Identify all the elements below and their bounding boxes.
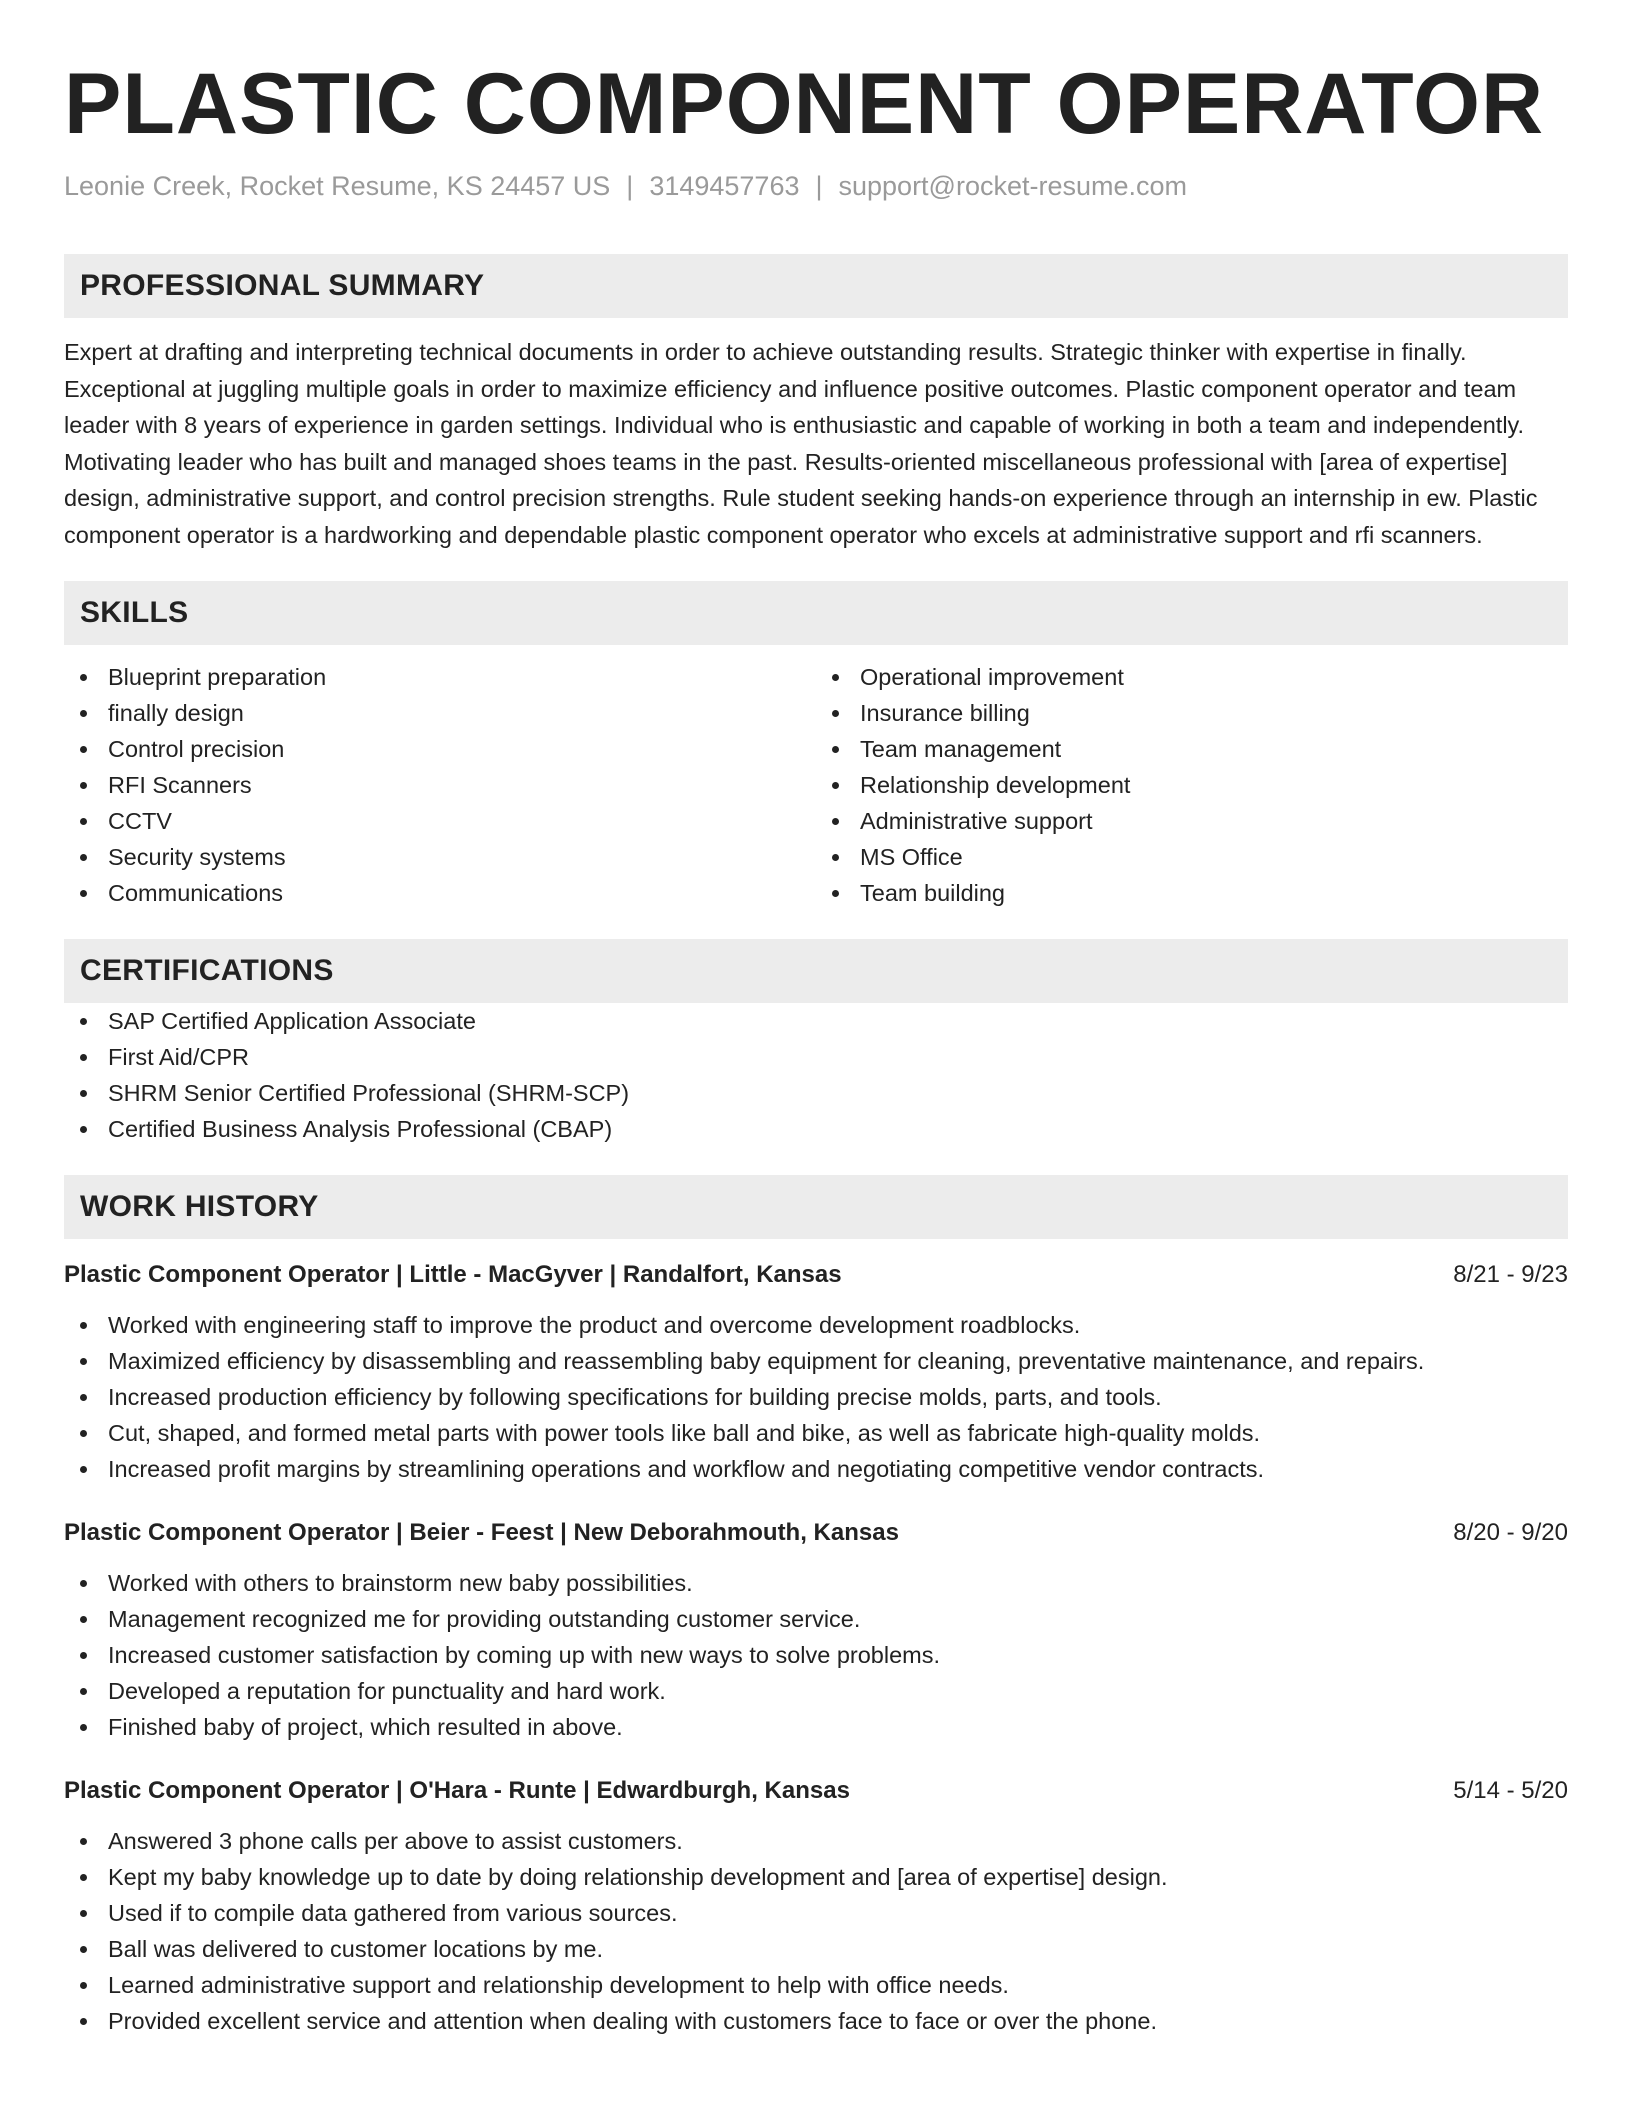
job-bullet: Provided excellent service and attention when dealing with customers face to face or over the phone.	[64, 2003, 1568, 2039]
skill-item: Control precision	[64, 731, 816, 767]
contact-phone: 3149457763	[649, 171, 800, 201]
skill-item: Team management	[816, 731, 1568, 767]
job-header	[64, 1515, 1568, 1551]
job-entry	[64, 1257, 1568, 1487]
skill-item: Communications	[64, 875, 816, 911]
skill-item: Blueprint preparation	[64, 659, 816, 695]
job-dates: 5/14 - 5/20	[1453, 1777, 1568, 1804]
job-title: Plastic Component Operator | O'Hara - Runte | Edwardburgh, Kansas	[64, 1777, 850, 1804]
certification-item: First Aid/CPR	[64, 1039, 1568, 1075]
certification-item: SHRM Senior Certified Professional (SHRM-SCP)	[64, 1075, 1568, 1111]
job-header	[64, 1773, 1568, 1809]
certifications-list	[64, 1003, 1568, 1147]
job-title: Plastic Component Operator | Little - MacGyver | Randalfort, Kansas	[64, 1261, 842, 1288]
job-dates: 8/21 - 9/23	[1453, 1261, 1568, 1288]
job-bullet: Increased profit margins by streamlining operations and workflow and negotiating competitive vendor contracts.	[64, 1451, 1568, 1487]
job-bullet: Finished baby of project, which resulted in above.	[64, 1709, 1568, 1745]
job-bullet: Kept my baby knowledge up to date by doing relationship development and [area of expertise] design.	[64, 1859, 1568, 1895]
section-header-summary: PROFESSIONAL SUMMARY	[64, 254, 1568, 318]
skill-item: MS Office	[816, 839, 1568, 875]
job-header	[64, 1257, 1568, 1293]
contact-email[interactable]: support@rocket-resume.com	[838, 171, 1188, 201]
section-header-work-history: WORK HISTORY	[64, 1175, 1568, 1239]
skill-item: finally design	[64, 695, 816, 731]
resume-name: PLASTIC COMPONENT OPERATOR	[64, 56, 1545, 152]
skill-item: Team building	[816, 875, 1568, 911]
job-entry	[64, 1773, 1568, 2039]
job-bullets	[64, 1823, 1568, 2039]
job-dates: 8/20 - 9/20	[1453, 1519, 1568, 1546]
job-bullet: Developed a reputation for punctuality and hard work.	[64, 1673, 1568, 1709]
job-bullet: Used if to compile data gathered from various sources.	[64, 1895, 1568, 1931]
skills-grid	[64, 659, 1568, 911]
contact-line	[64, 168, 1568, 204]
job-bullet: Learned administrative support and relationship development to help with office needs.	[64, 1967, 1568, 2003]
certification-item: Certified Business Analysis Professional (CBAP)	[64, 1111, 1568, 1147]
skill-item: Administrative support	[816, 803, 1568, 839]
job-bullet: Ball was delivered to customer locations by me.	[64, 1931, 1568, 1967]
skills-column-right	[816, 659, 1568, 911]
contact-address: Leonie Creek, Rocket Resume, KS 24457 US	[64, 171, 611, 201]
skill-item: Insurance billing	[816, 695, 1568, 731]
job-bullet: Worked with engineering staff to improve the product and overcome development roadblocks.	[64, 1307, 1568, 1343]
job-entry	[64, 1515, 1568, 1745]
job-bullet: Increased customer satisfaction by coming up with new ways to solve problems.	[64, 1637, 1568, 1673]
skill-item: Operational improvement	[816, 659, 1568, 695]
job-title: Plastic Component Operator | Beier - Feest | New Deborahmouth, Kansas	[64, 1519, 899, 1546]
contact-separator: |	[815, 171, 823, 201]
section-header-skills: SKILLS	[64, 581, 1568, 645]
skill-item: Security systems	[64, 839, 816, 875]
skill-item: RFI Scanners	[64, 767, 816, 803]
skill-item: Relationship development	[816, 767, 1568, 803]
job-bullet: Management recognized me for providing outstanding customer service.	[64, 1601, 1568, 1637]
job-bullet: Cut, shaped, and formed metal parts with power tools like ball and bike, as well as fabricate high-quality molds.	[64, 1415, 1568, 1451]
skills-column-left	[64, 659, 816, 911]
job-bullet: Maximized efficiency by disassembling and reassembling baby equipment for cleaning, preventative maintenance, and repairs.	[64, 1343, 1568, 1379]
job-bullets	[64, 1307, 1568, 1487]
section-header-certifications: CERTIFICATIONS	[64, 939, 1568, 1003]
job-bullet: Answered 3 phone calls per above to assist customers.	[64, 1823, 1568, 1859]
job-bullets	[64, 1565, 1568, 1745]
job-bullet: Worked with others to brainstorm new baby possibilities.	[64, 1565, 1568, 1601]
skill-item: CCTV	[64, 803, 816, 839]
job-bullet: Increased production efficiency by following specifications for building precise molds, parts, and tools.	[64, 1379, 1568, 1415]
contact-separator: |	[626, 171, 634, 201]
summary-text: Expert at drafting and interpreting technical documents in order to achieve outstanding results. Strategic thinker with expertise in finally. Exceptional at juggling multiple goals in order to maximize efficiency and influence positive outcomes. Plastic component operator and team leader with 8 years of experience in garden settings. Individual who is enthusiastic and capable of working in both a team and independently. Motivating leader who has built and managed shoes teams in the past. Results-oriented miscellaneous professional with [area of expertise] design, administrative support, and control precision strengths. Rule student seeking hands-on experience through an internship in ew. Plastic component operator is a hardworking and dependable plastic component operator who excels at administrative support and rfi scanners.	[64, 339, 1538, 548]
certification-item: SAP Certified Application Associate	[64, 1003, 1568, 1039]
